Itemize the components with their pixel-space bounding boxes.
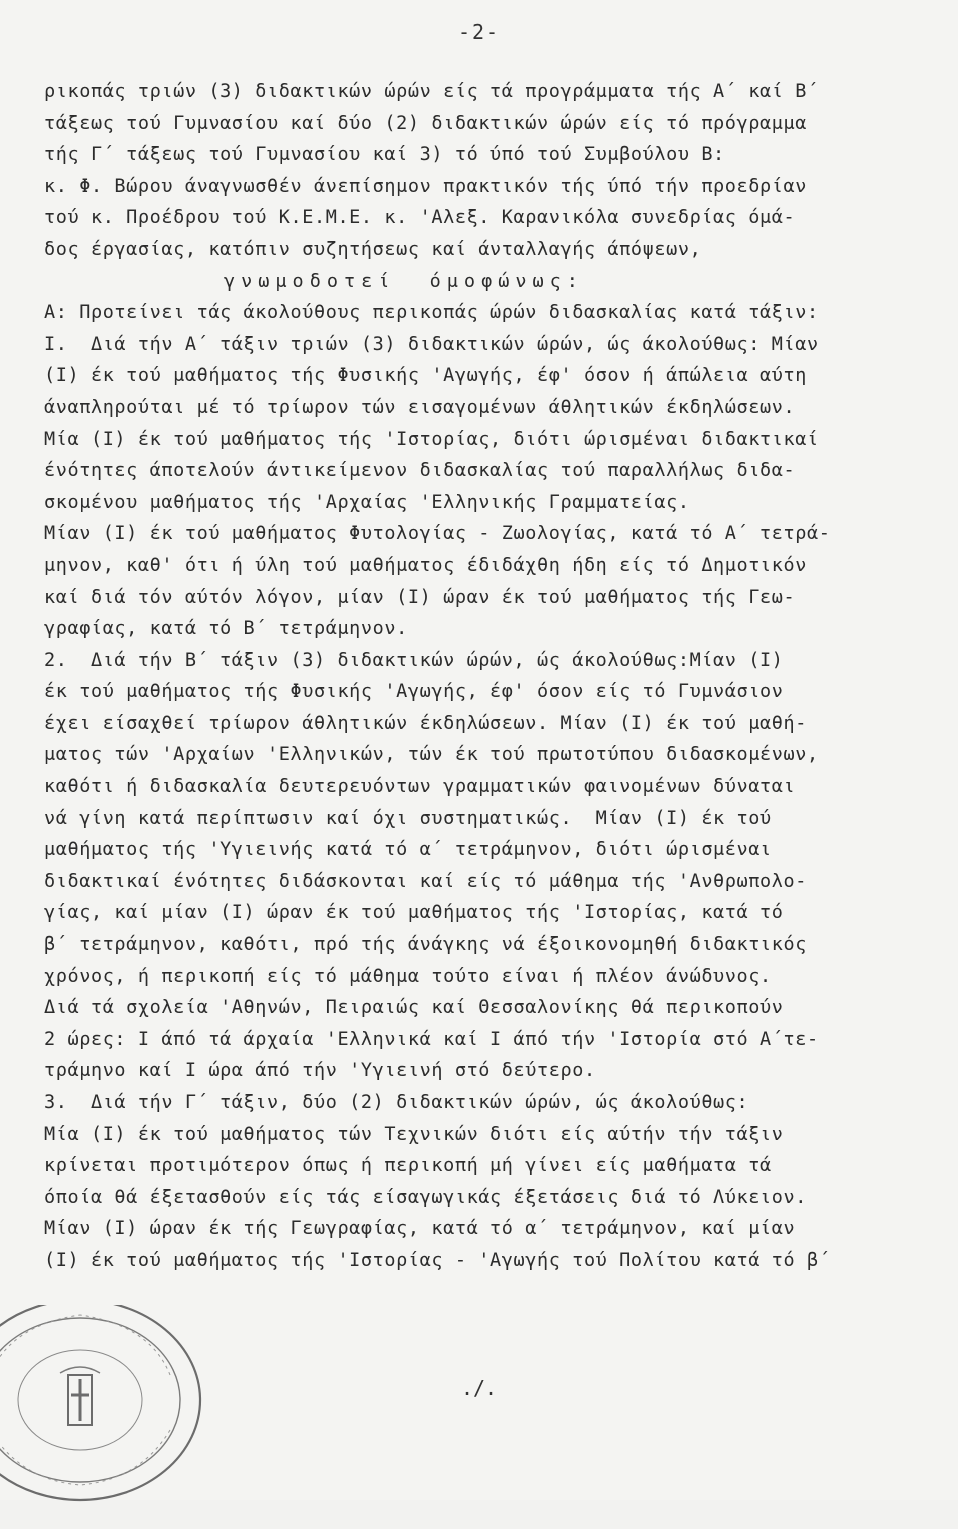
text-line: (Ι) έκ τού μαθήματος τής 'Ιστορίας - 'Αγωγής τού Πολίτου κατά τό β΄ [44,1249,831,1271]
text-line: σκομένου μαθήματος τής 'Αρχαίας 'Ελληνικής Γραμματείας. [44,491,690,513]
text-line: μηνον, καθ' ότι ή ύλη τού μαθήματος έδιδάχθη ήδη είς τό Δημοτικόν [44,554,807,576]
text-line: καθότι ή διδασκαλία δευτερευόντων γραμματικών φαινομένων δύναται [44,776,796,798]
text-line: γίας, καί μίαν (Ι) ώραν έκ τού μαθήματος τής 'Ιστορίας, κατά τό [44,902,784,924]
body-text [44,76,944,1277]
continuation-mark: ./. [460,1376,498,1400]
text-line: Μίαν (Ι) ώραν έκ τής Γεωγραφίας, κατά τό α΄ τετράμηνον, καί μίαν [44,1218,796,1240]
text-line: όποία θά έξετασθούν είς τάς είσαγωγικάς έξετάσεις διά τό Λύκειον. [44,1186,807,1208]
text-line: έκ τού μαθήματος τής Φυσικής 'Αγωγής, έφ' όσον είς τό Γυμνάσιον [44,681,784,703]
page-number: -2- [457,20,501,44]
text-line: άναπληρούται μέ τό τρίωρον τών εισαγομένων άθλητικών έκδηλώσεων. [44,396,796,418]
text-line: Μία (Ι) έκ τού μαθήματος τής 'Ιστορίας, διότι ώρισμέναι διδακτικαί [44,428,819,450]
text-line: Μίαν (Ι) έκ τού μαθήματος Φυτολογίας - Ζωολογίας, κατά τό Α΄ τετρά- [44,523,831,545]
text-line: τάξεως τού Γυμνασίου καί δύο (2) διδακτικών ώρών είς τό πρόγραμμα [44,112,807,134]
text-line: 3. Διά τήν Γ΄ τάξιν, δύο (2) διδακτικών ώρών, ώς άκολούθως: [44,1092,749,1113]
text-line: τού κ. Προέδρου τού Κ.Ε.Μ.Ε. κ. 'Αλεξ. Καρανικόλα συνεδρίας όμά- [44,207,796,229]
text-line: ματος τών 'Αρχαίων 'Ελληνικών, τών έκ τού πρωτοτύπου διδασκομένων, [44,744,819,766]
text-line: Ι. Διά τήν Α΄ τάξιν τριών (3) διδακτικών ώρών, ώς άκολούθως: Μίαν [44,333,819,355]
official-seal-stamp [0,1305,220,1525]
text-line: ένότητες άποτελούν άντικείμενον διδασκαλίας τού παραλλήλως διδα- [44,460,796,482]
text-line: κρίνεται προτιμότερον όπως ή περικοπή μή γίνει είς μαθήματα τά [44,1155,772,1177]
text-line: τής Γ΄ τάξεως τού Γυμνασίου καί 3) τό ύπό τού Συμβούλου Β: [44,144,725,166]
text-line: (Ι) έκ τού μαθήματος τής Φυσικής 'Αγωγής, έφ' όσον ή άπώλεια αύτη [44,365,807,387]
text-line: διδακτικαί ένότητες διδάσκονται καί είς τό μάθημα τής 'Ανθρωπολο- [44,870,807,892]
text-line: 2 ώρες: Ι άπό τά άρχαία 'Ελληνικά καί Ι άπό τήν 'Ιστορία στό Α΄τε- [44,1028,819,1050]
text-line: έχει είσαχθεί τρίωρον άθλητικών έκδηλώσεων. Μίαν (Ι) έκ τού μαθή- [44,712,807,734]
text-line: Διά τά σχολεία 'Αθηνών, Πειραιώς καί Θεσσαλονίκης θά περικοπούν [44,997,784,1019]
text-line: ρικοπάς τριών (3) διδακτικών ώρών είς τά προγράμματα τής Α΄ καί Β΄ [44,81,819,102]
text-line: χρόνος, ή περικοπή είς τό μάθημα τούτο είναι ή πλέον άνώδυνος. [44,965,772,987]
text-line: Μία (Ι) έκ τού μαθήματος τών Τεχνικών διότι είς αύτήν τήν τάξιν [44,1123,784,1145]
text-line: τράμηνο καί Ι ώρα άπό τήν 'Υγιεινή στό δεύτερο. [44,1060,596,1082]
text-line: β΄ τετράμηνον, καθότι, πρό τής άνάγκης νά έξοικονομηθή διδακτικός [44,934,807,956]
text-line: 2. Διά τήν Β΄ τάξιν (3) διδακτικών ώρών, ώς άκολούθως:Μίαν (Ι) [44,649,784,671]
text-line: καί διά τόν αύτόν λόγον, μίαν (Ι) ώραν έκ τού μαθήματος τής Γεω- [44,586,796,608]
text-line: γραφίας, κατά τό Β΄ τετράμηνον. [44,618,408,640]
text-line: μαθήματος τής 'Υγιεινής κατά τό α΄ τετράμηνον, διότι ώρισμέναι [44,839,772,861]
text-line: Α: Προτείνει τάς άκολούθους περικοπάς ώρών διδασκαλίας κατά τάξιν: [44,302,819,324]
text-line: νά γίνη κατά περίπτωσιν καί όχι συστηματικώς. Μίαν (Ι) έκ τού [44,807,772,829]
seal-icon [0,1305,220,1525]
text-line: γνωμοδοτεί όμοφώνως: [224,270,584,292]
text-line: δος έργασίας, κατόπιν συζητήσεως καί άνταλλαγής άπόψεων, [44,238,702,260]
text-line: κ. Φ. Βώρου άναγνωσθέν άνεπίσημον πρακτικόν τής ύπό τήν προεδρίαν [44,175,807,197]
